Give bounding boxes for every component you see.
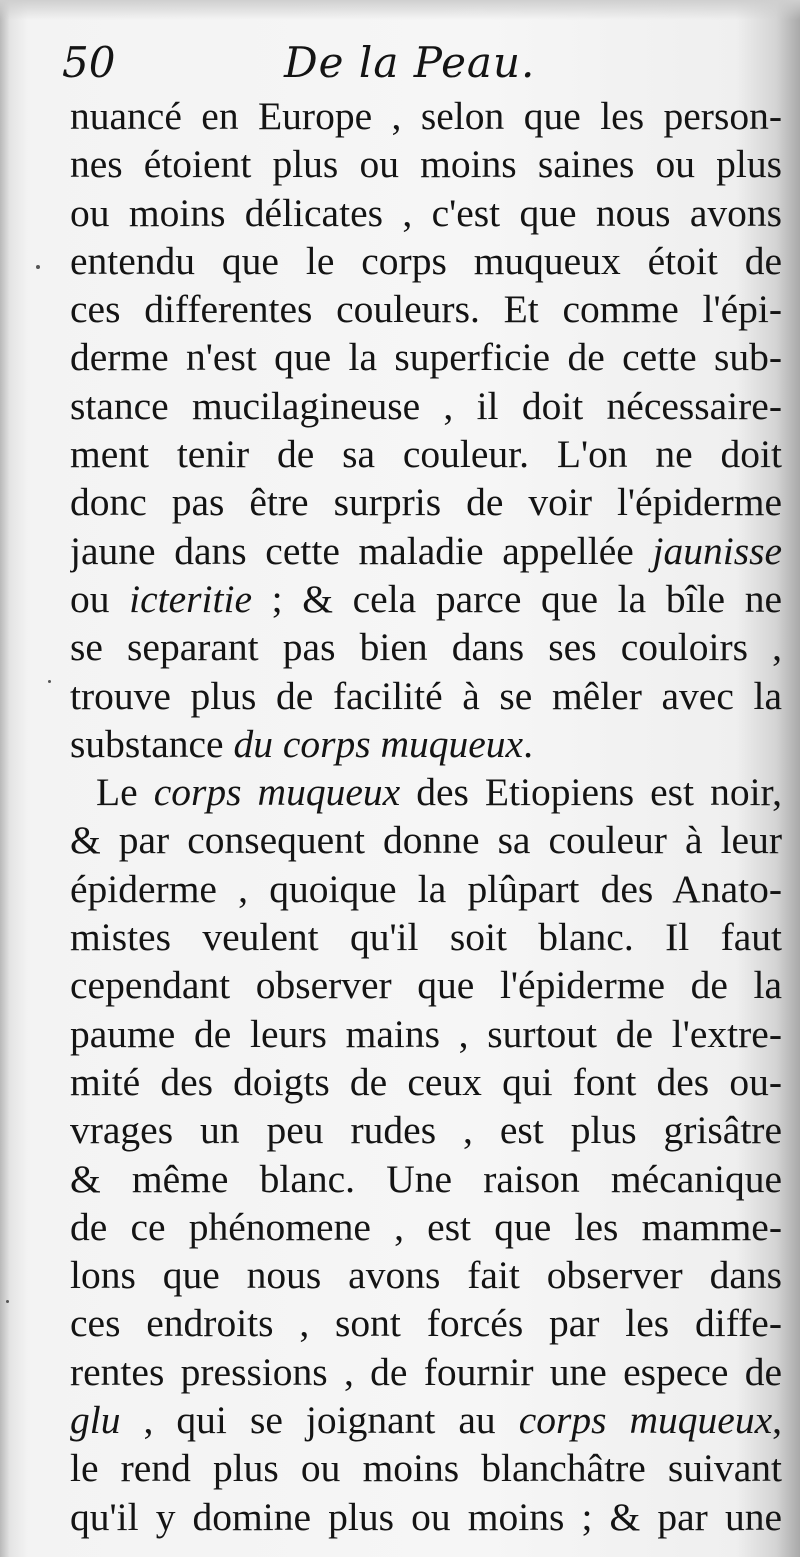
running-head: De la Peau. xyxy=(284,38,536,87)
text-line: cependant observer que l'épiderme de la xyxy=(70,963,782,1008)
italic-term: glu xyxy=(70,1398,121,1443)
text-line: mistes veulent qu'il soit blanc. Il faut xyxy=(70,915,782,960)
text-line: épiderme , quoique la plûpart des Anato- xyxy=(70,866,782,911)
text-line: substance du corps muqueux. xyxy=(70,721,533,766)
paragraph-start-line: Le corps muqueux des Etiopiens est noir, xyxy=(96,770,782,815)
text-line: se separant pas bien dans ses couloirs , xyxy=(70,625,782,670)
text-line: & par consequent donne sa couleur à leur xyxy=(70,818,782,863)
text-line: rentes pressions , de fournir une espece de xyxy=(70,1349,782,1394)
text-line: ment tenir de sa couleur. L'on ne doit xyxy=(70,432,782,477)
text-line: donc pas être surpris de voir l'épiderme xyxy=(70,480,782,525)
italic-term: du corps muqueux xyxy=(233,721,524,766)
text-line: jaune dans cette maladie appellée jaunisse xyxy=(70,528,782,573)
text-line: ces differentes couleurs. Et comme l'épi- xyxy=(70,287,782,332)
italic-term: corps muqueux xyxy=(153,770,401,815)
italic-term: icteritie xyxy=(129,576,252,621)
text-line: mité des doigts de ceux qui font des ou- xyxy=(70,1059,782,1104)
paper-speck xyxy=(6,1300,9,1303)
body-text xyxy=(70,92,782,1541)
paper-speck xyxy=(48,680,51,683)
text-line: ces endroits , sont forcés par les diffe- xyxy=(70,1301,782,1346)
text-line: nes étoient plus ou moins saines ou plus xyxy=(70,142,782,187)
text-line: trouve plus de facilité à se mêler avec la xyxy=(70,673,782,718)
text-line: & même blanc. Une raison mécanique xyxy=(70,1156,782,1201)
text-line: derme n'est que la superficie de cette sub- xyxy=(70,335,782,380)
text-line: vrages un peu rudes , est plus grisâtre xyxy=(70,1108,782,1153)
text-line: qu'il y domine plus ou moins ; & par une xyxy=(70,1494,782,1539)
text-line: lons que nous avons fait observer dans xyxy=(70,1253,782,1298)
text-line: de ce phénomene , est que les mamme- xyxy=(70,1204,782,1249)
text-line: ou moins délicates , c'est que nous avons xyxy=(70,190,782,235)
text-line: entendu que le corps muqueux étoit de xyxy=(70,238,782,283)
text-line: stance mucilagineuse , il doit nécessaire- xyxy=(70,383,782,428)
text-line: paume de leurs mains , surtout de l'extre- xyxy=(70,1011,782,1056)
page-number: 50 xyxy=(62,38,116,87)
text-line: nuancé en Europe , selon que les person- xyxy=(70,94,782,138)
italic-term: corps muqueux xyxy=(518,1398,773,1443)
page-header xyxy=(62,38,782,96)
italic-term: jaunisse xyxy=(652,528,782,573)
text-line: ou icteritie ; & cela parce que la bîle ne xyxy=(70,576,782,621)
paper-speck xyxy=(36,265,40,269)
text-line: le rend plus ou moins blanchâtre suivant xyxy=(70,1446,782,1491)
text-line: glu , qui se joignant au corps muqueux, xyxy=(70,1398,782,1443)
